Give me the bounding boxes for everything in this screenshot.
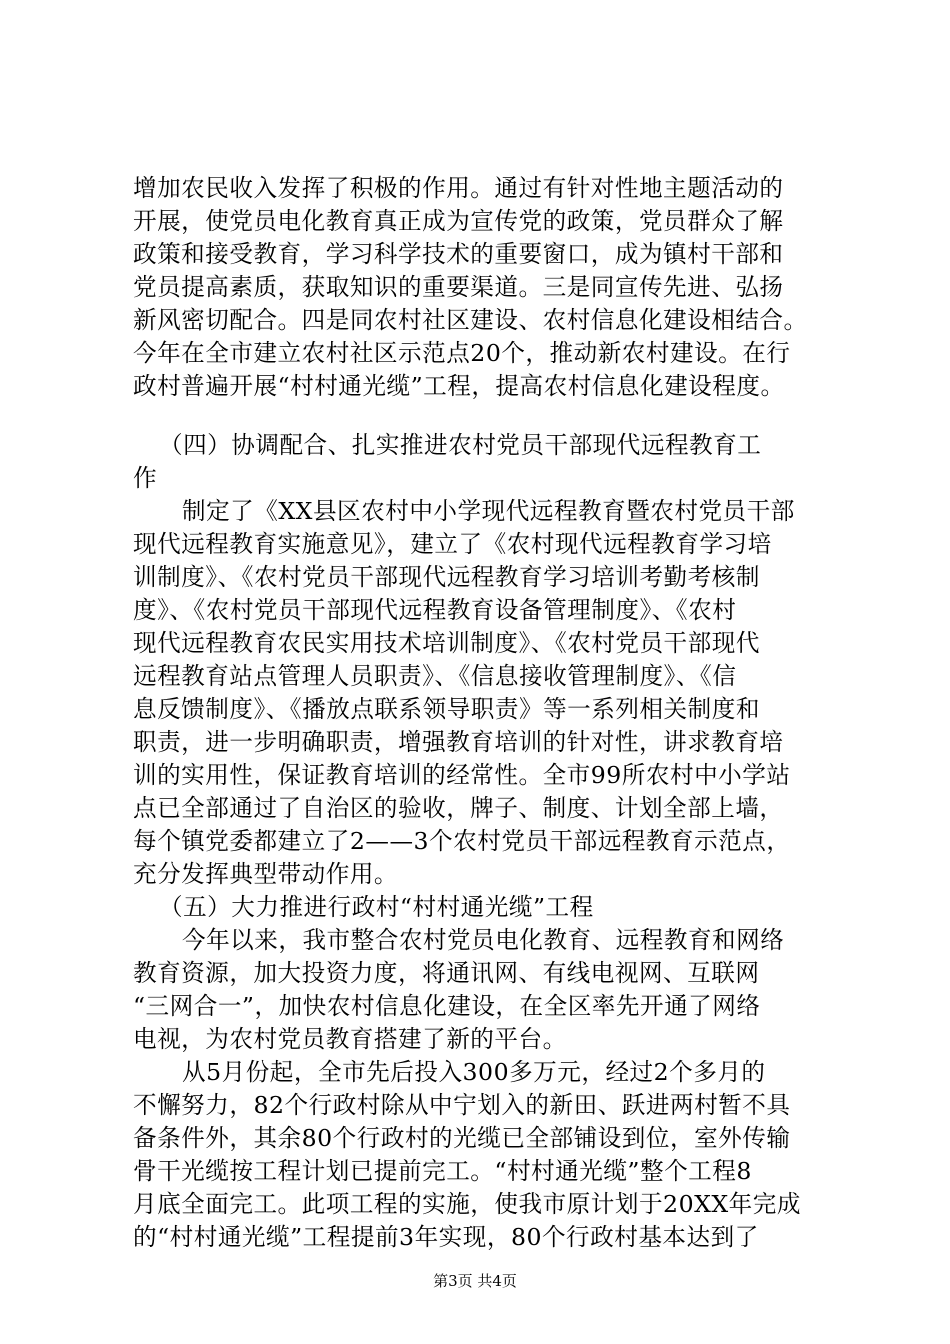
text-line: 骨干光缆按工程计划已提前完工。“村村通光缆”整个工程8	[133, 1157, 752, 1185]
text-line: 充分发挥典型带动作用。	[133, 860, 399, 888]
text-line: 现代远程教育实施意见》，建立了《农村现代远程教育学习培	[133, 530, 772, 558]
page-footer: 第3页 共4页	[433, 1272, 517, 1290]
text-line: 训的实用性，保证教育培训的经常性。全市99所农村中小学站	[133, 761, 791, 789]
text-line: 现代远程教育农民实用技术培训制度》、《农村党员干部现代	[133, 629, 760, 657]
text-line: 的“村村通光缆”工程提前3年实现，80个行政村基本达到了	[133, 1223, 759, 1251]
text-line: 政村普遍开展“村村通光缆”工程，提高农村信息化建设程度。	[133, 372, 785, 400]
text-line: 度》、《农村党员干部现代远程教育设备管理制度》、《农村	[133, 596, 737, 624]
text-line: 教育资源，加大投资力度，将通讯网、有线电视网、互联网	[133, 959, 760, 987]
text-line: 开展，使党员电化教育真正成为宣传党的政策，党员群众了解	[133, 207, 784, 235]
text-line: 息反馈制度》、《播放点联系领导职责》等一系列相关制度和	[133, 695, 760, 723]
text-line: 不懈努力，82个行政村除从中宁划入的新田、跃进两村暂不具	[133, 1091, 791, 1119]
text-line: 点已全部通过了自治区的验收，牌子、制度、计划全部上墙，	[133, 794, 784, 822]
text-line: 月底全面完工。此项工程的实施，使我市原计划于20XX年完成	[133, 1190, 801, 1218]
text-line: 训制度》、《农村党员干部现代远程教育学习培训考勤考核制	[133, 563, 760, 591]
text-line: 政策和接受教育，学习科学技术的重要窗口，成为镇村干部和	[133, 240, 784, 268]
text-line: 每个镇党委都建立了2——3个农村党员干部远程教育示范点，	[133, 827, 791, 855]
paragraph-start: 从5月份起，全市先后投入300多万元，经过2个多月的	[182, 1058, 766, 1086]
paragraph-start: 今年以来，我市整合农村党员电化教育、远程教育和网络	[182, 926, 785, 954]
text-line: 备条件外，其余80个行政村的光缆已全部铺设到位，室外传输	[133, 1124, 791, 1152]
text-line: 今年在全市建立农村社区示范点20个，推动新农村建设。在行	[133, 339, 791, 367]
text-line: 党员提高素质，获取知识的重要渠道。三是同宣传先进、弘扬	[133, 273, 784, 301]
text-line: 电视，为农村党员教育搭建了新的平台。	[133, 1025, 567, 1053]
text-line: 增加农民收入发挥了积极的作用。通过有针对性地主题活动的	[133, 174, 784, 202]
text-line: 远程教育站点管理人员职责》、《信息接收管理制度》、《信	[133, 662, 737, 690]
text-line: “三网合一”，加快农村信息化建设，在全区率先开通了网络	[133, 992, 761, 1020]
section-heading-5: （五）大力推进行政村“村村通光缆”工程	[159, 893, 594, 921]
paragraph-start: 制定了《XX县区农村中小学现代远程教育暨农村党员干部	[182, 497, 795, 525]
section-heading-4-continued: 作	[133, 464, 158, 492]
text-line: 新风密切配合。四是同农村社区建设、农村信息化建设相结合。	[133, 306, 808, 334]
section-heading-4: （四）协调配合、扎实推进农村党员干部现代远程教育工	[159, 431, 762, 459]
text-line: 职责，进一步明确职责，增强教育培训的针对性，讲求教育培	[133, 728, 784, 756]
